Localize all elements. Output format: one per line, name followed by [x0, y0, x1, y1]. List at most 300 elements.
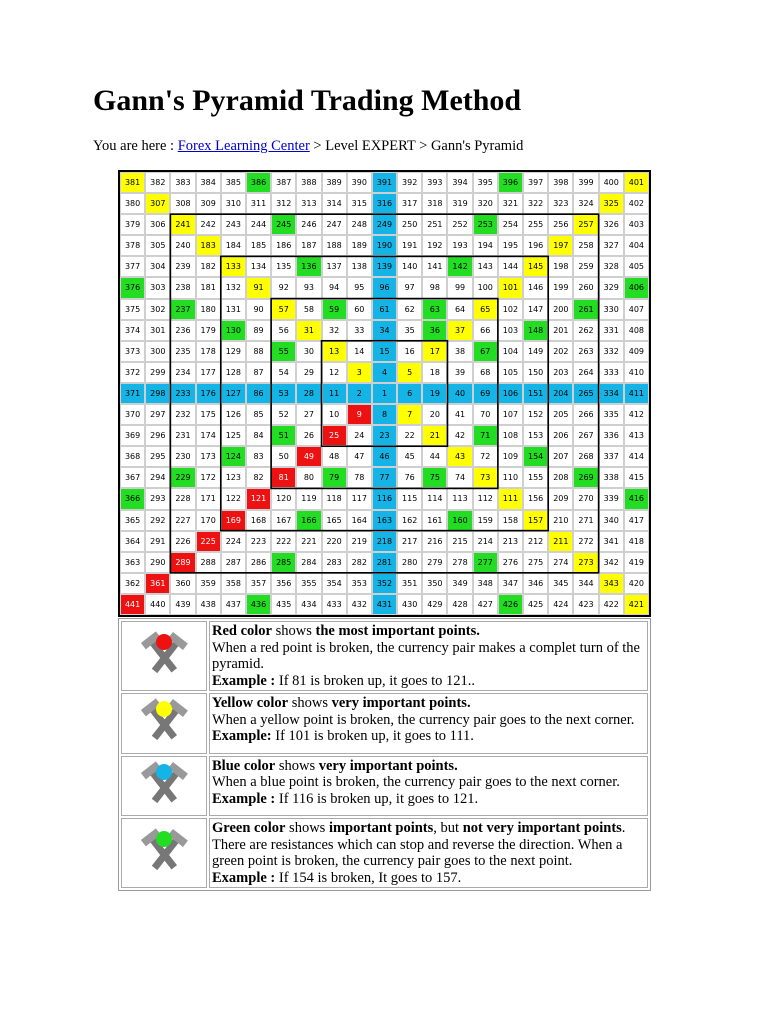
- grid-cell: 406: [624, 277, 649, 298]
- grid-cell: 191: [397, 235, 422, 256]
- grid-cell: 280: [397, 552, 422, 573]
- grid-cell: 297: [145, 404, 170, 425]
- grid-cell: 405: [624, 256, 649, 277]
- grid-cell: 234: [170, 362, 195, 383]
- grid-cell: 315: [347, 193, 372, 214]
- grid-cell: 139: [372, 256, 397, 277]
- grid-cell: 377: [120, 256, 145, 277]
- grid-cell: 50: [271, 446, 296, 467]
- grid-cell: 22: [397, 425, 422, 446]
- grid-cell: 274: [548, 552, 573, 573]
- legend-headline: the most important points.: [315, 623, 480, 639]
- grid-cell: 441: [120, 594, 145, 615]
- grid-cell: 193: [447, 235, 472, 256]
- grid-cell: 74: [447, 467, 472, 488]
- grid-cell: 199: [548, 277, 573, 298]
- grid-cell: 245: [271, 214, 296, 235]
- grid-cell: 77: [372, 467, 397, 488]
- legend-icon-cell: [121, 818, 207, 888]
- grid-cell: 263: [573, 341, 598, 362]
- grid-cell: 127: [221, 383, 246, 404]
- grid-cell: 45: [397, 446, 422, 467]
- grid-cell: 294: [145, 467, 170, 488]
- grid-cell: 362: [120, 573, 145, 594]
- grid-cell: 64: [447, 299, 472, 320]
- grid-cell: 2: [347, 383, 372, 404]
- grid-cell: 157: [523, 510, 548, 531]
- grid-cell: 51: [271, 425, 296, 446]
- grid-cell: 96: [372, 277, 397, 298]
- grid-cell: 31: [296, 320, 321, 341]
- grid-cell: 330: [599, 299, 624, 320]
- grid-cell: 205: [548, 404, 573, 425]
- grid-cell: 197: [548, 235, 573, 256]
- grid-cell: 15: [372, 341, 397, 362]
- grid-cell: 389: [322, 172, 347, 193]
- grid-cell: 283: [322, 552, 347, 573]
- grid-cell: 436: [246, 594, 271, 615]
- grid-cell: 289: [170, 552, 195, 573]
- grid-cell: 75: [422, 467, 447, 488]
- legend-row-yellow: [121, 693, 648, 754]
- grid-cell: 4: [372, 362, 397, 383]
- grid-cell: 181: [196, 277, 221, 298]
- legend-example-text: If 154 is broken, It goes to 157.: [275, 869, 462, 886]
- grid-cell: 174: [196, 425, 221, 446]
- grid-cell: 396: [498, 172, 523, 193]
- grid-cell: 393: [422, 172, 447, 193]
- legend-row-blue: [121, 756, 648, 817]
- grid-cell: 302: [145, 299, 170, 320]
- grid-cell: 131: [221, 299, 246, 320]
- grid-cell: 431: [372, 594, 397, 615]
- grid-cell: 429: [422, 594, 447, 615]
- grid-cell: 161: [422, 510, 447, 531]
- grid-cell: 48: [322, 446, 347, 467]
- grid-cell: 41: [447, 404, 472, 425]
- grid-cell: 213: [498, 531, 523, 552]
- grid-cell: 100: [473, 277, 498, 298]
- grid-cell: 195: [498, 235, 523, 256]
- grid-cell: 300: [145, 341, 170, 362]
- grid-cell: 209: [548, 488, 573, 509]
- grid-cell: 255: [523, 214, 548, 235]
- grid-cell: 400: [599, 172, 624, 193]
- grid-cell: 130: [221, 320, 246, 341]
- grid-cell: 136: [296, 256, 321, 277]
- grid-cell: 439: [170, 594, 195, 615]
- grid-cell: 329: [599, 277, 624, 298]
- grid-cell: 113: [447, 488, 472, 509]
- grid-cell: 39: [447, 362, 472, 383]
- grid-cell: 123: [221, 467, 246, 488]
- grid-cell: 112: [473, 488, 498, 509]
- grid-cell: 298: [145, 383, 170, 404]
- grid-cell: 374: [120, 320, 145, 341]
- grid-cell: 5: [397, 362, 422, 383]
- grid-cell: 26: [296, 425, 321, 446]
- grid-cell: 182: [196, 256, 221, 277]
- grid-cell: 43: [447, 446, 472, 467]
- grid-cell: 3: [347, 362, 372, 383]
- grid-cell: 259: [573, 256, 598, 277]
- grid-cell: 348: [473, 573, 498, 594]
- grid-cell: 408: [624, 320, 649, 341]
- grid-cell: 412: [624, 404, 649, 425]
- grid-cell: 265: [573, 383, 598, 404]
- grid-cell: 186: [271, 235, 296, 256]
- grid-cell: 168: [246, 510, 271, 531]
- grid-cell: 13: [322, 341, 347, 362]
- grid-cell: 266: [573, 404, 598, 425]
- grid-cell: 80: [296, 467, 321, 488]
- grid-cell: 76: [397, 467, 422, 488]
- legend-color-name: Red color: [212, 623, 272, 639]
- grid-cell: 206: [548, 425, 573, 446]
- grid-cell: 435: [271, 594, 296, 615]
- grid-cell: 361: [145, 573, 170, 594]
- grid-cell: 166: [296, 510, 321, 531]
- legend-headline-2: not very important points: [462, 820, 622, 836]
- grid-cell: 38: [447, 341, 472, 362]
- grid-cell: 349: [447, 573, 472, 594]
- grid-cell: 320: [473, 193, 498, 214]
- grid-cell: 310: [221, 193, 246, 214]
- grid-cell: 257: [573, 214, 598, 235]
- grid-cell: 154: [523, 446, 548, 467]
- grid-cell: 23: [372, 425, 397, 446]
- grid-cell: 142: [447, 256, 472, 277]
- grid-cell: 438: [196, 594, 221, 615]
- grid-cell: 60: [347, 299, 372, 320]
- grid-cell: 284: [296, 552, 321, 573]
- grid-cell: 120: [271, 488, 296, 509]
- page-title: Gann's Pyramid Trading Method: [93, 84, 522, 117]
- grid-cell: 138: [347, 256, 372, 277]
- grid-cell: 176: [196, 383, 221, 404]
- grid-cell: 84: [246, 425, 271, 446]
- breadcrumb: [93, 138, 523, 155]
- grid-cell: 286: [246, 552, 271, 573]
- grid-cell: 71: [473, 425, 498, 446]
- grid-cell: 308: [170, 193, 195, 214]
- grid-cell: 339: [599, 488, 624, 509]
- grid-cell: 218: [372, 531, 397, 552]
- legend-headline: very important points.: [331, 695, 471, 711]
- legend-icon-cell: [121, 756, 207, 817]
- grid-cell: 62: [397, 299, 422, 320]
- grid-cell: 226: [170, 531, 195, 552]
- grid-cell: 85: [246, 404, 271, 425]
- grid-cell: 327: [599, 235, 624, 256]
- grid-cell: 391: [372, 172, 397, 193]
- grid-cell: 164: [347, 510, 372, 531]
- grid-cell: 328: [599, 256, 624, 277]
- grid-cell: 241: [170, 214, 195, 235]
- grid-cell: 156: [523, 488, 548, 509]
- grid-cell: 108: [498, 425, 523, 446]
- grid-cell: 55: [271, 341, 296, 362]
- grid-cell: 247: [322, 214, 347, 235]
- grid-cell: 1: [372, 383, 397, 404]
- grid-cell: 301: [145, 320, 170, 341]
- grid-cell: 207: [548, 446, 573, 467]
- grid-cell: 94: [322, 277, 347, 298]
- grid-cell: 175: [196, 404, 221, 425]
- grid-cell: 305: [145, 235, 170, 256]
- grid-cell: 225: [196, 531, 221, 552]
- grid-cell: 220: [322, 531, 347, 552]
- grid-cell: 401: [624, 172, 649, 193]
- grid-cell: 424: [548, 594, 573, 615]
- grid-cell: 180: [196, 299, 221, 320]
- grid-cell: 364: [120, 531, 145, 552]
- grid-cell: 91: [246, 277, 271, 298]
- grid-cell: 287: [221, 552, 246, 573]
- grid-cell: 227: [170, 510, 195, 531]
- grid-cell: 36: [422, 320, 447, 341]
- grid-cell: 177: [196, 362, 221, 383]
- grid-cell: 423: [573, 594, 598, 615]
- legend-icon-cell: [121, 693, 207, 754]
- grid-cell: 270: [573, 488, 598, 509]
- grid-cell: 28: [296, 383, 321, 404]
- grid-cell: 413: [624, 425, 649, 446]
- grid-cell: 171: [196, 488, 221, 509]
- grid-cell: 25: [322, 425, 347, 446]
- grid-cell: 117: [347, 488, 372, 509]
- legend-example-label: Example :: [212, 672, 276, 689]
- legend-color-name: Blue color: [212, 757, 276, 774]
- grid-cell: 153: [523, 425, 548, 446]
- grid-cell: 44: [422, 446, 447, 467]
- grid-cell: 92: [271, 277, 296, 298]
- grid-cell: 21: [422, 425, 447, 446]
- grid-cell: 318: [422, 193, 447, 214]
- grid-cell: 402: [624, 193, 649, 214]
- grid-cell: 65: [473, 299, 498, 320]
- grid-cell: 433: [322, 594, 347, 615]
- grid-cell: 296: [145, 425, 170, 446]
- legend-color-name: Yellow color: [212, 695, 289, 711]
- grid-cell: 353: [347, 573, 372, 594]
- grid-cell: 89: [246, 320, 271, 341]
- grid-cell: 382: [145, 172, 170, 193]
- grid-cell: 155: [523, 467, 548, 488]
- grid-cell: 332: [599, 341, 624, 362]
- grid-cell: 346: [523, 573, 548, 594]
- grid-cell: 334: [599, 383, 624, 404]
- grid-cell: 12: [322, 362, 347, 383]
- grid-cell: 125: [221, 425, 246, 446]
- grid-cell: 184: [221, 235, 246, 256]
- blue-point-icon: [129, 758, 199, 810]
- grid-cell: 219: [347, 531, 372, 552]
- grid-cell: 111: [498, 488, 523, 509]
- grid-cell: 313: [296, 193, 321, 214]
- grid-cell: 314: [322, 193, 347, 214]
- grid-cell: 422: [599, 594, 624, 615]
- legend-description: There are resistances which can stop and reverse the direction. When a green point is broken, the currency pair goes to the next point.: [212, 836, 623, 869]
- grid-cell: 63: [422, 299, 447, 320]
- grid-cell: 357: [246, 573, 271, 594]
- grid-cell: 326: [599, 214, 624, 235]
- grid-cell: 388: [296, 172, 321, 193]
- grid-cell: 165: [322, 510, 347, 531]
- grid-cell: 224: [221, 531, 246, 552]
- grid-cell: 254: [498, 214, 523, 235]
- grid-cell: 42: [447, 425, 472, 446]
- grid-cell: 360: [170, 573, 195, 594]
- grid-cell: 137: [322, 256, 347, 277]
- grid-cell: 86: [246, 383, 271, 404]
- grid-cell: 295: [145, 446, 170, 467]
- grid-cell: 135: [271, 256, 296, 277]
- legend-connector: shows: [275, 757, 319, 774]
- grid-cell: 215: [447, 531, 472, 552]
- legend-example-label: Example :: [212, 790, 276, 807]
- grid-cell: 437: [221, 594, 246, 615]
- grid-cell: 380: [120, 193, 145, 214]
- grid-cell: 107: [498, 404, 523, 425]
- grid-cell: 20: [422, 404, 447, 425]
- legend-connector: .: [621, 820, 626, 836]
- grid-cell: 99: [447, 277, 472, 298]
- grid-cell: 201: [548, 320, 573, 341]
- grid-cell: 11: [322, 383, 347, 404]
- grid-cell: 251: [422, 214, 447, 235]
- grid-cell: 129: [221, 341, 246, 362]
- grid-cell: 88: [246, 341, 271, 362]
- grid-cell: 152: [523, 404, 548, 425]
- grid-cell: 262: [573, 320, 598, 341]
- grid-cell: 331: [599, 320, 624, 341]
- grid-cell: 40: [447, 383, 472, 404]
- grid-cell: 418: [624, 531, 649, 552]
- grid-cell: 351: [397, 573, 422, 594]
- grid-cell: 10: [322, 404, 347, 425]
- grid-cell: 231: [170, 425, 195, 446]
- grid-cell: 151: [523, 383, 548, 404]
- grid-cell: 178: [196, 341, 221, 362]
- grid-cell: 232: [170, 404, 195, 425]
- grid-cell: 381: [120, 172, 145, 193]
- grid-cell: 375: [120, 299, 145, 320]
- grid-cell: 54: [271, 362, 296, 383]
- grid-cell: 158: [498, 510, 523, 531]
- grid-cell: 149: [523, 341, 548, 362]
- grid-cell: 291: [145, 531, 170, 552]
- legend-text-red: [209, 621, 648, 691]
- legend-row-red: [121, 621, 648, 691]
- grid-cell: 211: [548, 531, 573, 552]
- grid-cell: 114: [422, 488, 447, 509]
- grid-cell: 202: [548, 341, 573, 362]
- grid-cell: 420: [624, 573, 649, 594]
- legend-example-text: If 116 is broken up, it goes to 121.: [275, 790, 479, 807]
- grid-cell: 109: [498, 446, 523, 467]
- grid-cell: 384: [196, 172, 221, 193]
- grid-cell: 194: [473, 235, 498, 256]
- grid-cell: 355: [296, 573, 321, 594]
- grid-cell: 229: [170, 467, 195, 488]
- legend-example-label: Example :: [212, 869, 276, 886]
- gann-pyramid-grid: [118, 170, 651, 617]
- grid-cell: 356: [271, 573, 296, 594]
- grid-cell: 214: [473, 531, 498, 552]
- grid-cell: 321: [498, 193, 523, 214]
- grid-cell: 170: [196, 510, 221, 531]
- legend-connector: shows: [285, 820, 329, 836]
- grid-cell: 47: [347, 446, 372, 467]
- grid-cell: 385: [221, 172, 246, 193]
- legend-headline: very important points.: [318, 757, 458, 774]
- grid-cell: 146: [523, 277, 548, 298]
- grid-cell: 173: [196, 446, 221, 467]
- grid-cell: 293: [145, 488, 170, 509]
- legend-example-text: If 81 is broken up, it goes to 121..: [275, 672, 475, 689]
- grid-cell: 395: [473, 172, 498, 193]
- grid-cell: 145: [523, 256, 548, 277]
- grid-cell: 309: [196, 193, 221, 214]
- grid-cell: 46: [372, 446, 397, 467]
- grid-cell: 128: [221, 362, 246, 383]
- grid-cell: 93: [296, 277, 321, 298]
- grid-cell: 378: [120, 235, 145, 256]
- grid-cell: 189: [347, 235, 372, 256]
- breadcrumb-level: Level EXPERT: [325, 138, 416, 154]
- grid-cell: 14: [347, 341, 372, 362]
- grid-cell: 272: [573, 531, 598, 552]
- grid-cell: 342: [599, 552, 624, 573]
- grid-cell: 434: [296, 594, 321, 615]
- grid-cell: 253: [473, 214, 498, 235]
- grid-cell: 271: [573, 510, 598, 531]
- grid-cell: 278: [447, 552, 472, 573]
- grid-cell: 69: [473, 383, 498, 404]
- grid-cell: 110: [498, 467, 523, 488]
- grid-cell: 290: [145, 552, 170, 573]
- grid-cell: 414: [624, 446, 649, 467]
- grid-cell: 325: [599, 193, 624, 214]
- grid-cell: 358: [221, 573, 246, 594]
- grid-cell: 273: [573, 552, 598, 573]
- red-point-icon: [129, 628, 199, 680]
- grid-cell: 61: [372, 299, 397, 320]
- grid-cell: 119: [296, 488, 321, 509]
- grid-cell: 98: [422, 277, 447, 298]
- grid-cell: 276: [498, 552, 523, 573]
- grid-cell: 411: [624, 383, 649, 404]
- grid-cell: 427: [473, 594, 498, 615]
- breadcrumb-link-forex-learning-center[interactable]: Forex Learning Center: [177, 138, 310, 154]
- green-point-icon: [129, 825, 199, 877]
- grid-cell: 333: [599, 362, 624, 383]
- grid-cell: 90: [246, 299, 271, 320]
- grid-cell: 147: [523, 299, 548, 320]
- grid-cell: 415: [624, 467, 649, 488]
- grid-cell: 37: [447, 320, 472, 341]
- grid-cell: 282: [347, 552, 372, 573]
- grid-cell: 299: [145, 362, 170, 383]
- grid-cell: 122: [221, 488, 246, 509]
- grid-cell: 390: [347, 172, 372, 193]
- grid-cell: 190: [372, 235, 397, 256]
- grid-cell: 185: [246, 235, 271, 256]
- grid-cell: 167: [271, 510, 296, 531]
- grid-cell: 279: [422, 552, 447, 573]
- grid-cell: 116: [372, 488, 397, 509]
